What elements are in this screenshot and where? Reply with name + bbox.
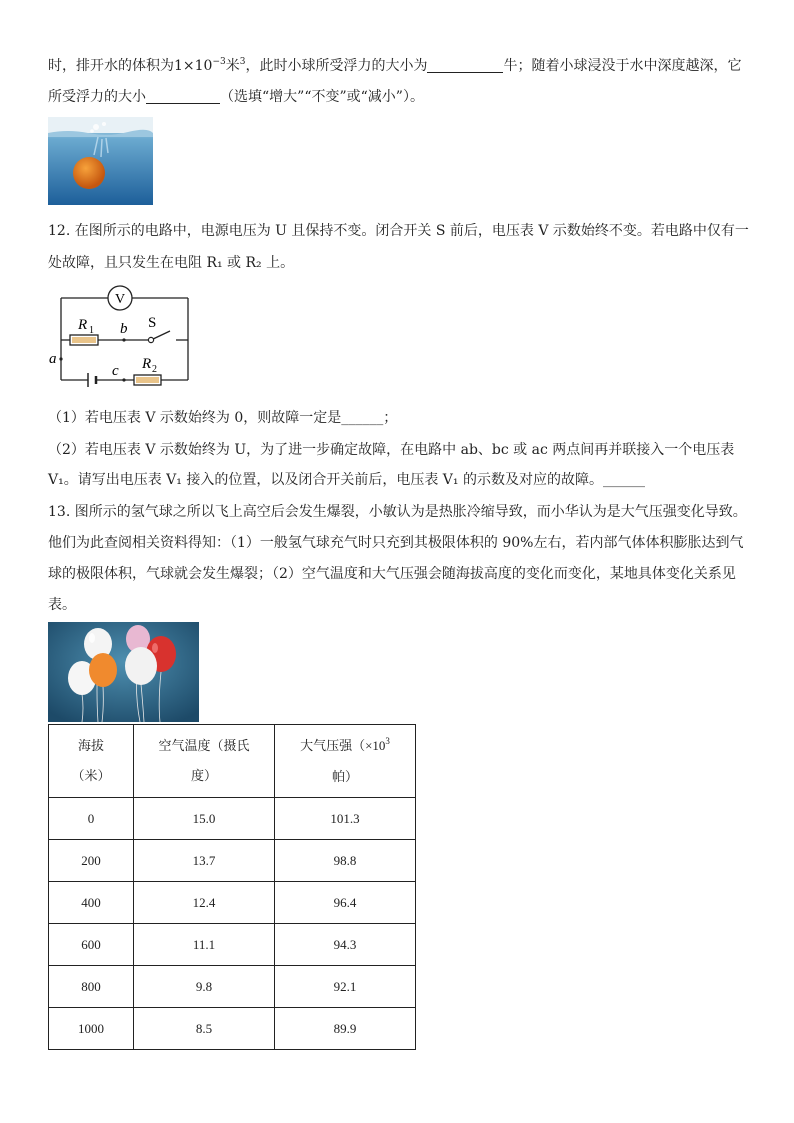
voltmeter-label: V [114,292,126,307]
q11-unit-exponent: 3 [239,57,246,67]
q11-text: 牛；随着小球浸没于水中深度越深，它 [503,58,742,74]
q11-volume-exponent: −3 [212,57,226,67]
table-header-row [49,725,416,798]
q12-part-1: （1）若电压表 V 示数始终为 0，则故障一定是______； [48,410,398,426]
table-row: 200 13.7 98.8 [49,840,416,882]
q11-line-1 [48,56,741,78]
q11-volume-unit: 米 [225,58,240,74]
table-row: 0 15.0 101.3 [49,798,416,840]
table-row: 600 11.1 94.3 [49,924,416,966]
q13-line-4: 表。 [48,597,76,613]
r1-subscript: 1 [89,325,94,336]
q11-line-2 [48,87,424,107]
c-label: c [112,363,119,379]
orange-in-water-photo [48,117,153,205]
balloons-photo [48,622,199,722]
table-row: 400 12.4 96.4 [49,882,416,924]
q13-line-3: 球的极限体积，气球就会发生爆裂；（2）空气温度和大气压强会随海拔高度的变化而变化，某地具体变化关系见 [48,566,736,582]
q11-blank-2[interactable] [146,89,220,104]
header-temperature: 空气温度（摄氏 度） [134,725,275,798]
q11-blank-1[interactable] [427,58,503,73]
circuit-diagram [46,282,196,392]
b-label: b [120,321,128,337]
switch-label: S [148,315,157,331]
altitude-data-table [48,724,416,1050]
r2-subscript: 2 [152,364,157,375]
q13-line-2: 他们为此查阅相关资料得知：（1）一般氢气球充气时只充到其极限体积的 90%左右，若内部气体体积膨胀达到气 [48,535,744,551]
r1-label: R [78,317,88,333]
table-row: 1000 8.5 89.9 [49,1008,416,1050]
r2-label: R [142,356,152,372]
q11-volume-value: 1×10 [174,58,213,74]
switch-pivot [148,337,153,342]
header-pressure: 大气压强（$\times 10^3$ 帕） [275,725,416,798]
node-a [59,357,62,360]
header-altitude: 海拔 （米） [49,725,134,798]
q12-part-2-line-1: （2）若电压表 V 示数始终为 U，为了进一步确定故障，在电路中 ab、bc 或 ac 两点间再并联接入一个电压表 [48,442,735,458]
q12-line-1: 12. 在图所示的电路中，电源电压为 U 且保持不变。闭合开关 S 前后，电压表 V 示数始终不变。若电路中仅有一 [48,223,749,239]
node-c [122,378,125,381]
q13-line-1: 13. 图所示的氢气球之所以飞上高空后会发生爆裂，小敏认为是热胀冷缩导致，而小华认为是大气压强变化导致。 [48,504,747,520]
a-label: a [49,351,57,367]
q11-text: 时，排开水的体积为 [48,58,174,74]
q11-text: ，此时小球所受浮力的大小为 [245,58,428,74]
q12-part-2-line-2: V₁。请写出电压表 V₁ 接入的位置，以及闭合开关前后，电压表 V₁ 的示数及对应的故障。______ [48,472,645,488]
q12-line-2: 处故障，且只发生在电阻 R₁ 或 R₂ 上。 [48,255,295,271]
q11-text: 所受浮力的大小 [48,89,146,105]
table-row: 800 9.8 92.1 [49,966,416,1008]
node-b [122,338,125,341]
q11-text: （选填“增大”“不变”或“减小”）。 [220,89,424,105]
